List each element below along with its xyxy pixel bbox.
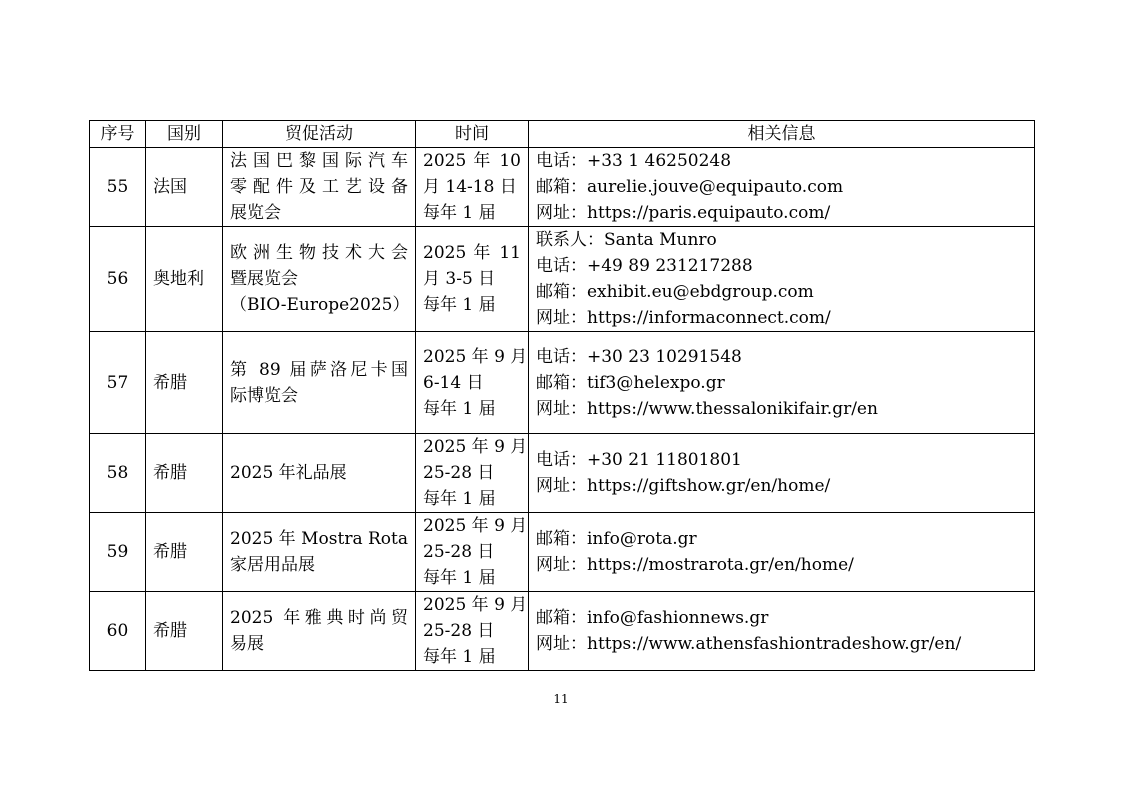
cell-time xyxy=(416,332,529,434)
cell-country: 希腊 xyxy=(146,513,223,592)
time-line: 6-14 日 xyxy=(423,372,484,393)
info-email: 邮箱：exhibit.eu@ebdgroup.com xyxy=(536,282,814,302)
cell-activity xyxy=(223,592,416,671)
cell-time xyxy=(416,434,529,513)
activity-line: 第 89 届萨洛尼卡国 xyxy=(230,359,408,380)
cell-related-info xyxy=(529,513,1035,592)
info-phone: 电话：+49 89 231217288 xyxy=(536,256,753,276)
cell-related-info xyxy=(529,332,1035,434)
info-website: 网址：https://informaconnect.com/ xyxy=(536,308,831,328)
time-line: 月 14-18 日 xyxy=(423,177,517,197)
info-website: 网址：https://www.thessalonikifair.gr/en xyxy=(536,398,878,419)
info-contact: 联系人：Santa Munro xyxy=(536,230,717,250)
cell-country: 法国 xyxy=(146,148,223,227)
activity-line: 零配件及工艺设备 xyxy=(230,177,408,197)
cell-related-info xyxy=(529,148,1035,227)
cell-serial-number: 56 xyxy=(90,227,146,332)
cell-activity xyxy=(223,434,416,513)
activity-line: 法国巴黎国际汽车 xyxy=(230,151,408,171)
header-serial-number: 序号 xyxy=(90,121,146,148)
cell-activity xyxy=(223,513,416,592)
info-email: 邮箱：tif3@helexpo.gr xyxy=(536,372,725,393)
time-line: 2025 年 10 xyxy=(423,151,521,171)
time-line: 2025 年 9 月 xyxy=(423,346,528,367)
header-related-info: 相关信息 xyxy=(529,121,1035,148)
time-line: 月 3-5 日 xyxy=(423,269,496,289)
activity-line: 暨展览会 xyxy=(230,269,298,289)
cell-time xyxy=(416,227,529,332)
cell-activity xyxy=(223,227,416,332)
info-phone: 电话：+30 23 10291548 xyxy=(536,346,742,367)
cell-serial-number: 58 xyxy=(90,434,146,513)
activity-line: 展览会 xyxy=(230,203,281,223)
time-line: 每年 1 届 xyxy=(423,398,496,419)
activity-line: 2025 年礼品展 xyxy=(230,463,347,483)
cell-serial-number: 55 xyxy=(90,148,146,227)
cell-time xyxy=(416,513,529,592)
cell-related-info xyxy=(529,227,1035,332)
table-row xyxy=(90,148,1035,227)
activity-line: 家居用品展 xyxy=(230,555,315,575)
cell-related-info xyxy=(529,592,1035,671)
header-country: 国别 xyxy=(146,121,223,148)
cell-serial-number: 60 xyxy=(90,592,146,671)
table-row xyxy=(90,513,1035,592)
cell-serial-number: 57 xyxy=(90,332,146,434)
cell-time xyxy=(416,592,529,671)
info-email: 邮箱：info@rota.gr xyxy=(536,529,697,549)
time-line: 每年 1 届 xyxy=(423,647,496,667)
cell-activity xyxy=(223,148,416,227)
time-line: 25-28 日 xyxy=(423,542,495,562)
info-website: 网址：https://www.athensfashiontradeshow.gr/en/ xyxy=(536,634,962,654)
cell-related-info xyxy=(529,434,1035,513)
time-line: 每年 1 届 xyxy=(423,203,496,223)
activity-line: 欧洲生物技术大会 xyxy=(230,243,408,263)
info-website: 网址：https://paris.equipauto.com/ xyxy=(536,203,831,223)
activity-line: 易展 xyxy=(230,634,264,654)
table-header-row xyxy=(90,121,1035,148)
page-number: 11 xyxy=(553,692,569,706)
info-phone: 电话：+30 21 11801801 xyxy=(536,450,742,470)
cell-time xyxy=(416,148,529,227)
table-row xyxy=(90,592,1035,671)
table-row xyxy=(90,434,1035,513)
cell-activity xyxy=(223,332,416,434)
info-email: 邮箱：aurelie.jouve@equipauto.com xyxy=(536,177,844,197)
trade-promotion-table xyxy=(89,120,1035,671)
info-website: 网址：https://giftshow.gr/en/home/ xyxy=(536,476,831,496)
header-activity: 贸促活动 xyxy=(223,121,416,148)
cell-serial-number: 59 xyxy=(90,513,146,592)
info-phone: 电话：+33 1 46250248 xyxy=(536,151,732,171)
time-line: 2025 年 9 月 xyxy=(423,595,528,615)
table-row xyxy=(90,227,1035,332)
activity-line: 2025 年 Mostra Rota xyxy=(230,529,408,549)
time-line: 2025 年 9 月 xyxy=(423,516,528,536)
time-line: 25-28 日 xyxy=(423,463,495,483)
time-line: 每年 1 届 xyxy=(423,489,496,509)
table-row xyxy=(90,332,1035,434)
time-line: 每年 1 届 xyxy=(423,295,496,315)
activity-line: 2025 年雅典时尚贸 xyxy=(230,608,408,628)
time-line: 2025 年 11 xyxy=(423,243,521,263)
activity-line: 际博览会 xyxy=(230,385,298,406)
activity-line: （BIO-Europe2025） xyxy=(230,295,410,315)
header-time: 时间 xyxy=(416,121,529,148)
info-email: 邮箱：info@fashionnews.gr xyxy=(536,608,769,628)
time-line: 25-28 日 xyxy=(423,621,495,641)
info-website: 网址：https://mostrarota.gr/en/home/ xyxy=(536,555,854,575)
time-line: 2025 年 9 月 xyxy=(423,437,528,457)
time-line: 每年 1 届 xyxy=(423,568,496,588)
cell-country: 奥地利 xyxy=(146,227,223,332)
cell-country: 希腊 xyxy=(146,434,223,513)
cell-country: 希腊 xyxy=(146,332,223,434)
cell-country: 希腊 xyxy=(146,592,223,671)
